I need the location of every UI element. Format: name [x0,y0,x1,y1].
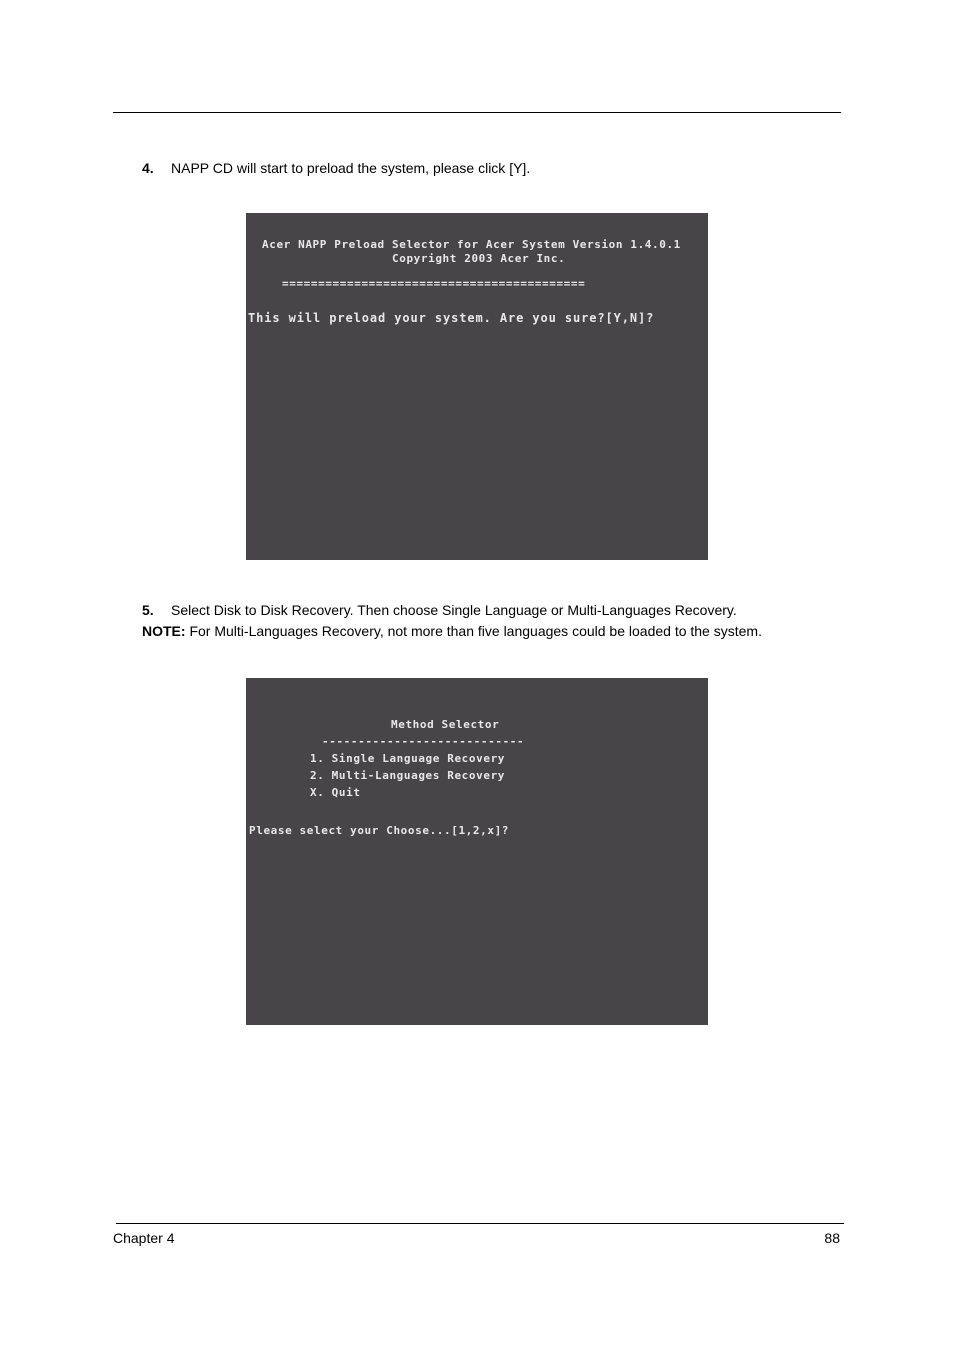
method-option-single: 1. Single Language Recovery [310,752,506,765]
preload-title: Acer NAPP Preload Selector for Acer System Version 1.4.0.1 [262,238,681,251]
preload-prompt: This will preload your system. Are you sure?[Y,N]? [248,311,655,325]
footer-page-number: 88 [824,1230,840,1246]
step-5-text: Select Disk to Disk Recovery. Then choose Single Language or Multi-Languages Recovery. [171,602,737,618]
footer-chapter: Chapter 4 [113,1230,175,1246]
preload-copyright: Copyright 2003 Acer Inc. [392,252,566,265]
preload-separator: ========================================== [282,277,586,290]
method-prompt: Please select your Choose...[1,2,x]? [249,824,510,837]
step-4-text: NAPP CD will start to preload the system, please click [Y]. [171,160,531,176]
step-5-number: 5. [142,602,154,618]
method-option-quit: X. Quit [310,786,361,799]
step-4-number: 4. [142,160,154,176]
method-selector-screenshot [246,678,708,1025]
method-separator: ---------------------------- [322,735,525,748]
method-option-multi: 2. Multi-Languages Recovery [310,769,506,782]
footer-rule [116,1223,844,1224]
note [142,623,762,640]
step-5 [142,602,737,619]
note-label: NOTE: [142,623,186,639]
note-text: For Multi-Languages Recovery, not more than five languages could be loaded to the system. [185,623,762,639]
preload-selector-screenshot [246,213,708,560]
method-title: Method Selector [391,718,500,731]
step-4 [142,160,530,177]
header-rule [113,112,841,113]
